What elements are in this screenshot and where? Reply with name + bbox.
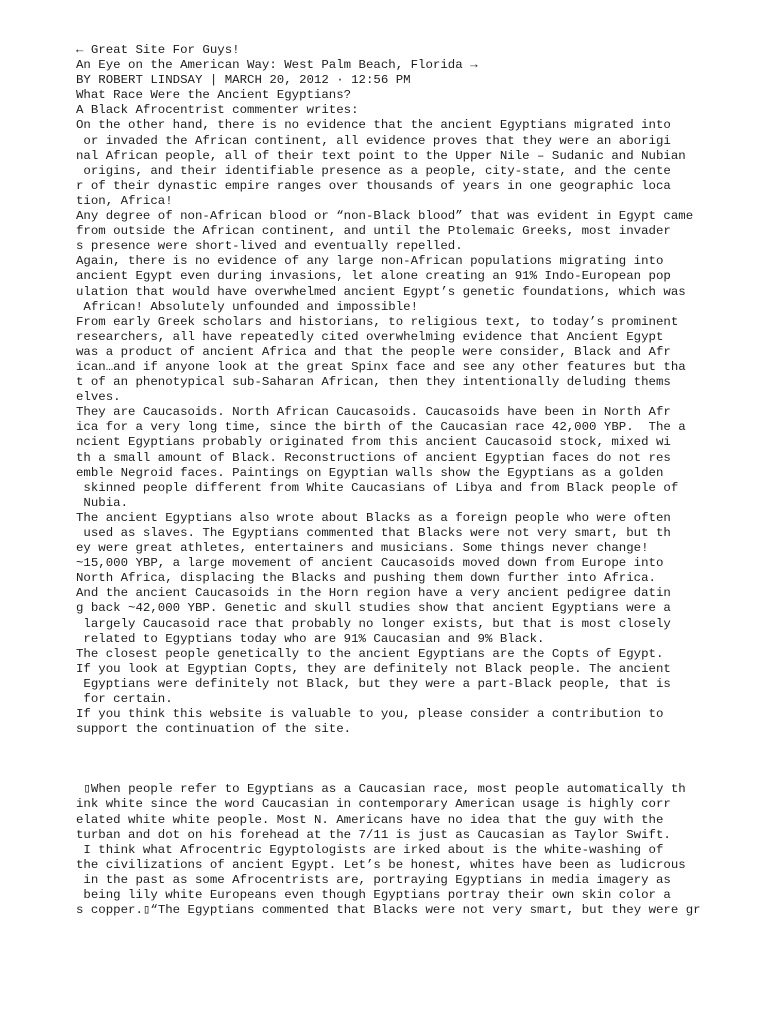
- article-line: North Africa, displacing the Blacks and pushing them down further into Africa.: [76, 571, 656, 586]
- article-line: ey were great athletes, entertainers and musicians. Some things never change!: [76, 541, 649, 556]
- article-line: The closest people genetically to the ancient Egyptians are the Copts of Egypt.: [76, 646, 664, 661]
- article-line: And the ancient Caucasoids in the Horn region have a very ancient pedigree datin: [76, 586, 671, 601]
- comment-line: being lily white Europeans even though Egyptians portray their own skin color a: [76, 887, 671, 902]
- document-page: [76, 43, 716, 918]
- article-line: ica for a very long time, since the birth of the Caucasian race 42,000 YBP. The a: [76, 420, 686, 435]
- article-line: used as slaves. The Egyptians commented that Blacks were not very smart, but th: [76, 526, 671, 540]
- article-line: was a product of ancient Africa and that the people were consider, Black and Afr: [76, 344, 671, 359]
- article-line: from outside the African continent, and until the Ptolemaic Greeks, most invader: [76, 224, 671, 239]
- article-line: th a small amount of Black. Reconstructions of ancient Egyptian faces do not res: [76, 450, 671, 465]
- post-navigation: [76, 43, 716, 73]
- article-line: Again, there is no evidence of any large non-African populations migrating into: [76, 254, 664, 269]
- contribution-appeal-line: support the continuation of the site.: [76, 722, 352, 737]
- article-line: g back ~42,000 YBP. Genetic and skull studies show that ancient Egyptians were a: [76, 601, 671, 616]
- article-line: They are Caucasoids. North African Caucasoids. Caucasoids have been in North Afr: [76, 405, 671, 420]
- article-line: s presence were short-lived and eventually repelled.: [76, 239, 463, 254]
- article-line: largely Caucasoid race that probably no longer exists, but that is most closely: [76, 616, 671, 631]
- article-line: skinned people different from White Caucasians of Libya and from Black people of: [76, 480, 679, 495]
- article-line: ican…and if anyone look at the great Spinx face and see any other features but tha: [76, 359, 686, 374]
- article-line: From early Greek scholars and historians, to religious text, to today’s prominent: [76, 314, 679, 329]
- article-line: t of an phenotypical sub-Saharan African, then they intentionally deluding thems: [76, 375, 671, 390]
- article-line: tion, Africa!: [76, 193, 173, 208]
- article-line: or invaded the African continent, all evidence proves that they were an aborigi: [76, 133, 671, 148]
- article-line: origins, and their identifiable presence as a people, city-state, and the cente: [76, 163, 671, 178]
- contribution-appeal-line: If you think this website is valuable to you, please consider a contribution to: [76, 707, 664, 722]
- article-line: African! Absolutely unfounded and impossible!: [76, 299, 419, 314]
- article-line: ncient Egyptians probably originated from this ancient Caucasoid stock, mixed wi: [76, 435, 671, 450]
- article-line: nal African people, all of their text point to the Upper Nile – Sudanic and Nubian: [76, 148, 686, 163]
- comment-line: elated white white people. Most N. Americans have no idea that the guy with the: [76, 812, 664, 827]
- article-line: Nubia.: [76, 495, 129, 510]
- comment-line: s copper.▯“The Egyptians commented that Blacks were not very smart, but they were gr: [76, 903, 701, 918]
- comment-line: I think what Afrocentric Egyptologists are irked about is the white-washing of: [76, 842, 664, 857]
- comment-line: ▯When people refer to Egyptians as a Caucasian race, most people automatically th: [76, 782, 686, 797]
- article-line: researchers, all have repeatedly cited overwhelming evidence that Ancient Egypt: [76, 329, 664, 344]
- comment-line: ink white since the word Caucasian in contemporary American usage is highly corr: [76, 797, 671, 812]
- article-line: ~15,000 YBP, a large movement of ancient Caucasoids moved down from Europe into: [76, 556, 664, 571]
- article-line: related to Egyptians today who are 91% Caucasian and 9% Black.: [76, 631, 545, 646]
- post-title: What Race Were the Ancient Egyptians?: [76, 88, 352, 103]
- comment-line: in the past as some Afrocentrists are, portraying Egyptians in media imagery as: [76, 872, 671, 887]
- article-line: On the other hand, there is no evidence that the ancient Egyptians migrated into: [76, 118, 671, 133]
- comment-body: [76, 782, 716, 918]
- article-line: The ancient Egyptians also wrote about Blacks as a foreign people who were often: [76, 510, 671, 525]
- comment-line: turban and dot on his forehead at the 7/11 is just as Caucasian as Taylor Swift.: [76, 827, 671, 842]
- article-line: r of their dynastic empire ranges over thousands of years in one geographic loca: [76, 178, 671, 193]
- section-gap: [76, 737, 716, 782]
- post-byline: BY ROBERT LINDSAY | MARCH 20, 2012 · 12:56 PM: [76, 73, 411, 88]
- previous-post-link[interactable]: ← Great Site For Guys!: [76, 43, 240, 57]
- article-line: for certain.: [76, 692, 173, 707]
- article-line: ancient Egypt even during invasions, let alone creating an 91% Indo-European pop: [76, 269, 671, 284]
- article-line: If you look at Egyptian Copts, they are definitely not Black people. The ancient: [76, 661, 671, 676]
- comment-line: the civilizations of ancient Egypt. Let’s be honest, whites have been as ludicrous: [76, 857, 686, 872]
- article-line: Egyptians were definitely not Black, but they were a part-Black people, that is: [76, 676, 671, 691]
- article-line: Any degree of non-African blood or “non-Black blood” that was evident in Egypt came: [76, 209, 694, 224]
- article-line: ulation that would have overwhelmed ancient Egypt’s genetic foundations, which was: [76, 284, 686, 299]
- article-line: A Black Afrocentrist commenter writes:: [76, 103, 359, 118]
- article-line: emble Negroid faces. Paintings on Egyptian walls show the Egyptians as a golden: [76, 465, 664, 480]
- article-line: elves.: [76, 390, 121, 405]
- article-body: [76, 103, 716, 737]
- next-post-link[interactable]: An Eye on the American Way: West Palm Beach, Florida →: [76, 58, 478, 73]
